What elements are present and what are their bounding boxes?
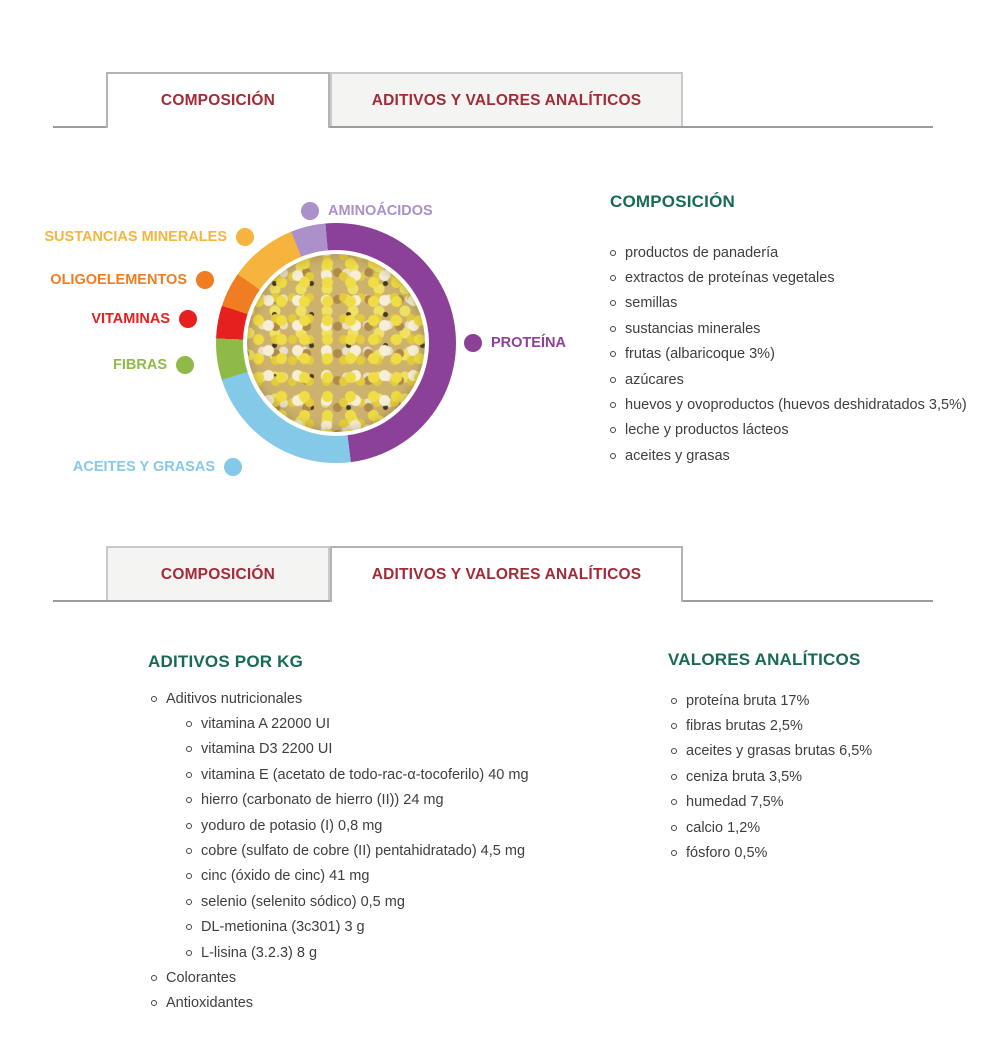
chart-label-fibras <box>113 355 194 375</box>
list-item-label: Colorantes <box>166 969 237 986</box>
list-item <box>610 418 1000 443</box>
tab-bar-top <box>0 72 1000 130</box>
legend-dot <box>196 271 214 289</box>
bullet-icon <box>186 823 192 829</box>
tab-bar-bottom <box>0 546 1000 604</box>
list-item <box>148 838 648 863</box>
legend-dot <box>236 228 254 246</box>
legend-dot <box>176 356 194 374</box>
list-item-label: extractos de proteínas vegetales <box>625 270 835 287</box>
bullet-icon <box>610 250 616 256</box>
legend-label: FIBRAS <box>113 357 167 373</box>
bullet-icon <box>610 275 616 281</box>
food-photo <box>247 254 425 432</box>
legend-label: AMINOÁCIDOS <box>328 203 433 219</box>
bullet-icon <box>671 825 677 831</box>
chart-label-sustancias-minerales <box>44 227 254 247</box>
bullet-icon <box>610 377 616 383</box>
bullet-icon <box>671 774 677 780</box>
legend-dot <box>301 202 319 220</box>
list-item <box>668 764 988 789</box>
bullet-icon <box>186 772 192 778</box>
list-item-label: sustancias minerales <box>625 320 761 337</box>
list-item <box>610 240 1000 265</box>
tab-composicion-top[interactable]: COMPOSICIÓN <box>106 72 330 128</box>
list-item <box>148 813 648 838</box>
list-item <box>610 367 1000 392</box>
bullet-icon <box>151 696 157 702</box>
list-item-label: L-lisina (3.2.3) 8 g <box>201 944 318 961</box>
legend-label: OLIGOELEMENTOS <box>50 272 187 288</box>
list-item <box>668 688 988 713</box>
tab-composicion-bottom[interactable]: COMPOSICIÓN <box>106 546 330 602</box>
chart-label-proteina <box>464 333 566 353</box>
list-item-label: hierro (carbonato de hierro (II)) 24 mg <box>201 792 444 809</box>
list-item <box>148 864 648 889</box>
bullet-icon <box>671 850 677 856</box>
bullet-icon <box>671 799 677 805</box>
list-item <box>668 815 988 840</box>
list-item <box>610 265 1000 290</box>
composition-donut-chart <box>216 223 456 463</box>
list-item-label: Aditivos nutricionales <box>166 690 303 707</box>
list-item-label: ceniza bruta 3,5% <box>686 768 803 785</box>
list-item <box>148 889 648 914</box>
bullet-icon <box>671 723 677 729</box>
list-item <box>668 713 988 738</box>
list-item <box>148 711 648 736</box>
bullet-icon <box>186 899 192 905</box>
list-item-label: vitamina D3 2200 UI <box>201 741 333 758</box>
list-item-label: fósforo 0,5% <box>686 845 768 862</box>
list-item <box>148 686 648 711</box>
bullet-icon <box>671 748 677 754</box>
list-item-label: leche y productos lácteos <box>625 422 789 439</box>
legend-dot <box>464 334 482 352</box>
composicion-list <box>610 240 1000 469</box>
legend-label: PROTEÍNA <box>491 335 566 351</box>
legend-label: ACEITES Y GRASAS <box>72 459 215 475</box>
bullet-icon <box>151 975 157 981</box>
section-title-aditivos: ADITIVOS POR KG <box>148 652 304 671</box>
list-item <box>610 392 1000 417</box>
list-item <box>610 443 1000 468</box>
list-item-label: vitamina E (acetato de todo-rac-α-tocoferilo) 40 mg <box>201 766 529 783</box>
legend-label: SUSTANCIAS MINERALES <box>44 229 227 245</box>
list-item <box>148 762 648 787</box>
bullet-icon <box>671 698 677 704</box>
legend-dot <box>179 310 197 328</box>
list-item-label: vitamina A 22000 UI <box>201 716 330 733</box>
list-item <box>610 316 1000 341</box>
aditivos-list <box>148 686 648 1016</box>
list-item-label: cinc (óxido de cinc) 41 mg <box>201 868 370 885</box>
list-item-label: fibras brutas 2,5% <box>686 718 803 735</box>
list-item <box>610 342 1000 367</box>
bullet-icon <box>610 300 616 306</box>
list-item <box>148 940 648 965</box>
bullet-icon <box>186 924 192 930</box>
list-item <box>148 965 648 990</box>
bullet-icon <box>610 326 616 332</box>
legend-label: VITAMINAS <box>91 311 170 327</box>
chart-label-aminoacidos <box>301 201 433 221</box>
list-item-label: aceites y grasas <box>625 447 730 464</box>
list-item-label: azúcares <box>625 371 684 388</box>
bullet-icon <box>186 746 192 752</box>
chart-label-aceites-y-grasas <box>73 457 242 477</box>
list-item <box>148 737 648 762</box>
section-title-valores: VALORES ANALÍTICOS <box>668 650 861 669</box>
bullet-icon <box>186 797 192 803</box>
bullet-icon <box>610 351 616 357</box>
aditivos-section <box>148 651 648 1016</box>
list-item-label: DL-metionina (3c301) 3 g <box>201 919 365 936</box>
list-item <box>668 739 988 764</box>
bullet-icon <box>186 950 192 956</box>
list-item-label: frutas (albaricoque 3%) <box>625 346 775 363</box>
tab-aditivos-top[interactable]: ADITIVOS Y VALORES ANALÍTICOS <box>330 72 683 128</box>
list-item-label: cobre (sulfato de cobre (II) pentahidratado) 4,5 mg <box>201 843 526 860</box>
valores-list <box>668 688 988 866</box>
bullet-icon <box>186 848 192 854</box>
section-title-composicion: COMPOSICIÓN <box>610 192 735 211</box>
list-item-label: selenio (selenito sódico) 0,5 mg <box>201 893 405 910</box>
list-item-label: proteína bruta 17% <box>686 692 810 709</box>
list-item-label: yoduro de potasio (I) 0,8 mg <box>201 817 383 834</box>
valores-section <box>668 649 988 866</box>
bullet-icon <box>610 402 616 408</box>
list-item-label: productos de panadería <box>625 244 779 261</box>
list-item-label: Antioxidantes <box>166 995 254 1012</box>
chart-label-vitaminas <box>91 309 197 329</box>
list-item <box>148 788 648 813</box>
list-item <box>610 291 1000 316</box>
tab-aditivos-bottom[interactable]: ADITIVOS Y VALORES ANALÍTICOS <box>330 546 683 602</box>
list-item <box>668 790 988 815</box>
list-item-label: aceites y grasas brutas 6,5% <box>686 743 873 760</box>
list-item-label: semillas <box>625 295 678 312</box>
bullet-icon <box>610 453 616 459</box>
bullet-icon <box>186 873 192 879</box>
list-item <box>148 915 648 940</box>
list-item-label: calcio 1,2% <box>686 819 761 836</box>
list-item <box>148 991 648 1016</box>
composicion-section <box>610 191 1000 469</box>
list-item-label: humedad 7,5% <box>686 794 784 811</box>
bullet-icon <box>186 721 192 727</box>
bullet-icon <box>610 427 616 433</box>
list-item <box>668 840 988 865</box>
legend-dot <box>224 458 242 476</box>
bullet-icon <box>151 1000 157 1006</box>
chart-label-oligoelementos <box>50 270 214 290</box>
list-item-label: huevos y ovoproductos (huevos deshidratados 3,5%) <box>625 397 967 414</box>
